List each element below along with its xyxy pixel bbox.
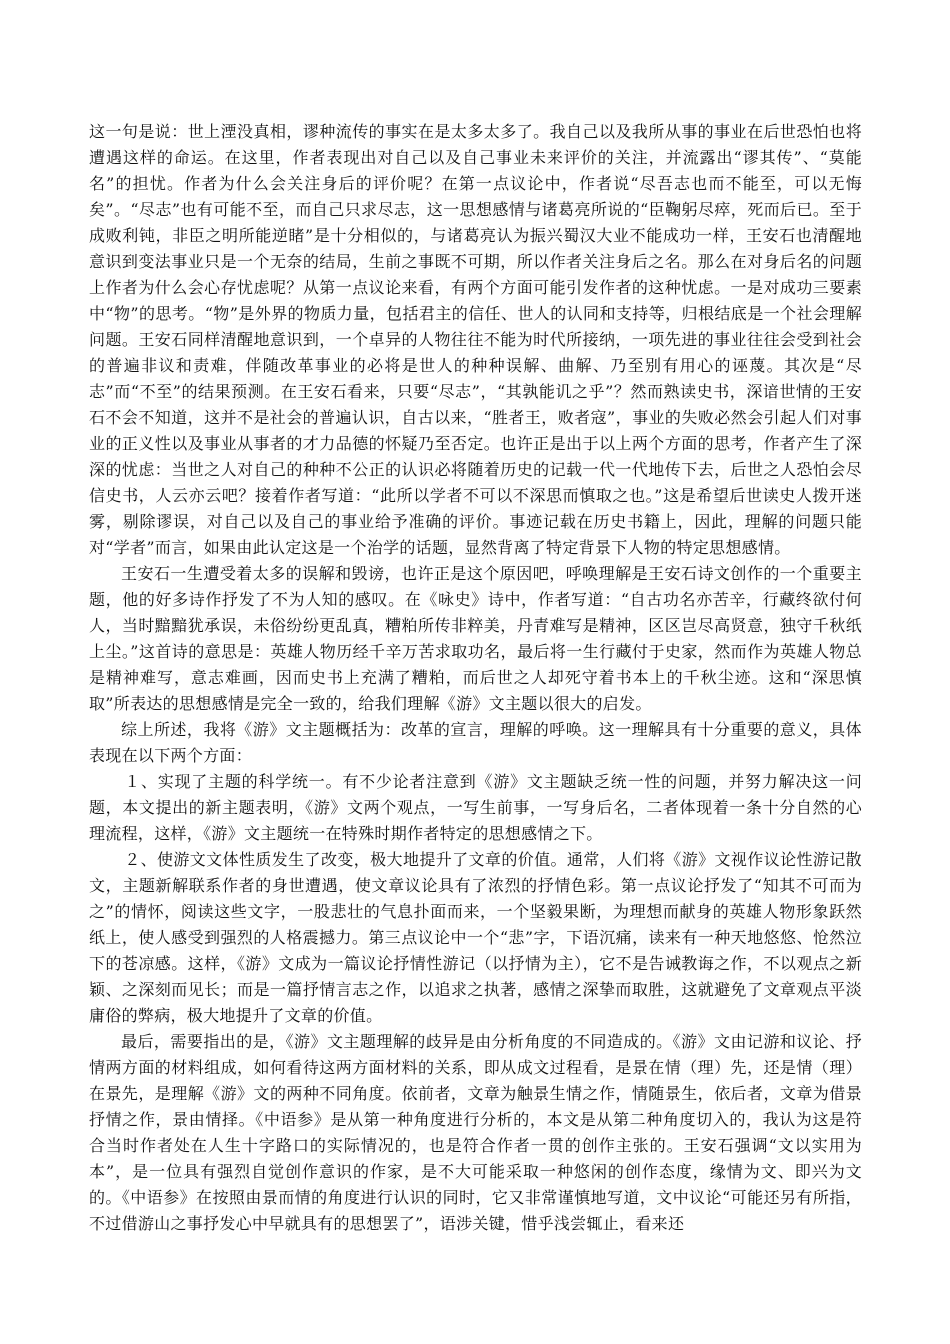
paragraph-1: 这一句是说：世上湮没真相，谬种流传的事实在是太多太多了。我自己以及我所从事的事业在后世恐怕也将遭遇这样的命运。在这里，作者表现出对自己以及自己事业未来评价的关注，并流露出“谬其传”、“莫能名”的担忧。作者为什么会关注身后的评价呢？在第一点议论中，作者说“尽吾志也而不能至，可以无悔矣”。“尽志”也有可能不至，而自己只求尽志，这一思想感情与诸葛亮所说的“臣鞠躬尽瘁，死而后已。至于成败利钝，非臣之明所能逆睹”是十分相似的，与诸葛亮认为振兴蜀汉大业不能成功一样，王安石也清醒地意识到变法事业只是一个无奈的结局，生前之事既不可期，所以作者关注身后之名。那么在对身后名的问题上作者为什么会心存忧虑呢？从第一点议论来看，有两个方面可能引发作者的这种忧虑。一是对成功三要素中“物”的思考。“物”是外界的物质力量，包括君主的信任、世人的认同和支持等，归根结底是一个社会理解问题。王安石同样清醒地意识到，一个卓异的人物往往不能为时代所接纳，一项先进的事业往往会受到社会的普遍非议和责难，伴随改革事业的必将是世人的种种误解、曲解、乃至别有用心的诬蔑。其次是“尽志”而“不至”的结果预测。在王安石看来，只要“尽志”，“其孰能讥之乎”？然而熟读史书，深谙世情的王安石不会不知道，这并不是社会的普遍认识，自古以来，“胜者王，败者寇”，事业的失败必然会引起人们对事业的正义性以及事业从事者的才力品德的怀疑乃至否定。也许正是出于以上两个方面的思考，作者产生了深深的忧虑：当世之人对自己的种种不公正的认识必将随着历史的记载一代一代地传下去，后世之人恐怕会尽信史书，人云亦云吧？接着作者写道：“此所以学者不可以不深思而慎取之也。”这是希望后世读史人拨开迷雾，剔除谬误，对自己以及自己的事业给予准确的评价。事迹记载在历史书籍上，因此，理解的问题只能对“学者”而言，如果由此认定这是一个治学的话题，显然背离了特定背景下人物的特定思想感情。 [89, 122, 862, 557]
paragraph-3: 综上所述，我将《游》文主题概括为：改革的宣言，理解的呼唤。这一理解具有十分重要的意义，具体表现在以下两个方面： [89, 720, 862, 765]
document-body [89, 119, 862, 1237]
paragraph-4: 最后，需要指出的是，《游》文主题理解的歧异是由分析角度的不同造成的。《游》文由记游和议论、抒情两方面的材料组成，如何看待这两方面材料的关系，即从成文过程看，是景在情（理）先，还是情（理）在景先，是理解《游》文的两种不同角度。依前者，文章为触景生情之作，情随景生，依后者，文章为借景抒情之作，景由情择。《中语参》是从第一种角度进行分析的，本文是从第二种角度切入的，我认为这是符合当时作者处在人生十字路口的实际情况的，也是符合作者一贯的创作主张的。王安石强调“文以实用为本”，是一位具有强烈自觉创作意识的作家，是不大可能采取一种悠闲的创作态度，缘情为文、即兴为文的。《中语参》在按照由景而情的角度进行认识的同时，它又非常谨慎地写道，文中议论“可能还另有所指，不过借游山之事抒发心中早就具有的思想罢了”，语涉关键，惜乎浅尝辄止，看来还 [89, 1032, 862, 1233]
paragraph-2: 王安石一生遭受着太多的误解和毁谤，也许正是这个原因吧，呼唤理解是王安石诗文创作的一个重要主题，他的好多诗作抒发了不为人知的感叹。在《咏史》诗中，作者写道：“自古功名亦苦辛，行藏终欲付何人，当时黯黯犹承误，未俗纷纷更乱真，糟粕所传非粹美，丹青难写是精神，区区岂尽高贤意，独守千秋纸上尘。”这首诗的意思是：英雄人物历经千辛万苦求取功名，最后将一生行藏付于史家，然而作为英雄人物总是精神难写，意志难画，因而史书上充满了糟粕，而后世之人却死守着书本上的千秋尘迹。这和“深思慎取”所表达的思想感情是完全一致的，给我们理解《游》文主题以很大的启发。 [89, 564, 862, 713]
list-item-1: １、实现了主题的科学统一。有不少论者注意到《游》文主题缺乏统一性的问题，并努力解决这一问题，本文提出的新主题表明，《游》文两个观点，一写生前事，一写身后名，二者体现着一条十分自然的心理流程，这样，《游》文主题统一在特殊时期作者特定的思想感情之下。 [89, 772, 862, 843]
list-item-2: ２、使游文文体性质发生了改变，极大地提升了文章的价值。通常，人们将《游》文视作议论性游记散文，主题新解联系作者的身世遭遇，使文章议论具有了浓烈的抒情色彩。第一点议论抒发了“知其不可而为之”的情怀，阅读这些文字，一股悲壮的气息扑面而来，一个坚毅果断，为理想而献身的英雄人物形象跃然纸上，使人感受到强烈的人格震撼力。第三点议论中一个“悲”字，下语沉痛，读来有一种天地悠悠、怆然泣下的苍凉感。这样，《游》文成为一篇议论抒情性游记（以抒情为主），它不是告诫教诲之作，不以观点之新颖、之深刻而见长；而是一篇抒情言志之作，以追求之执著，感情之深挚而取胜，这就避免了文章观点平淡庸俗的弊病，极大地提升了文章的价值。 [89, 850, 862, 1025]
